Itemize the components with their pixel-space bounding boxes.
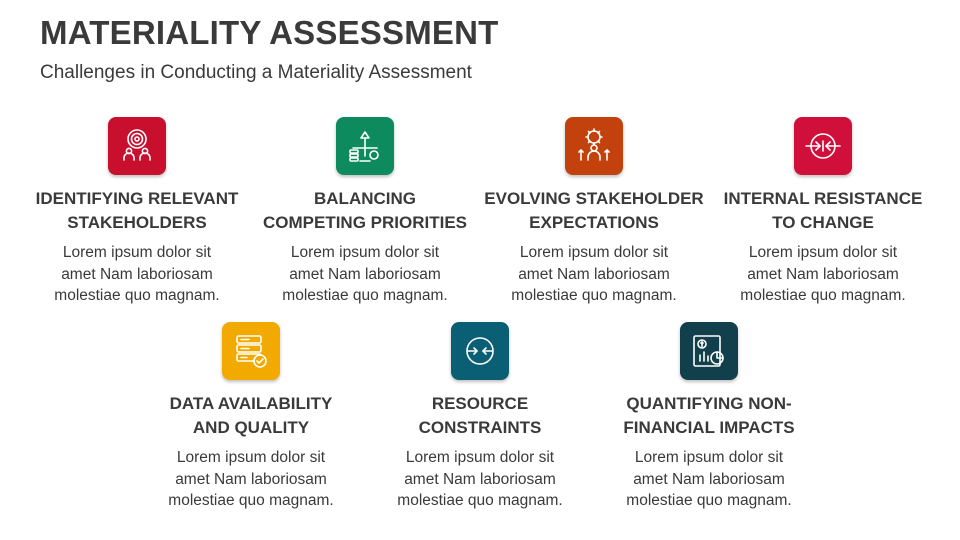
- challenge-title: EVOLVING STAKEHOLDER EXPECTATIONS: [484, 189, 704, 232]
- resistance-arrows-icon: [794, 117, 852, 175]
- challenge-title: RESOURCE CONSTRAINTS: [418, 394, 542, 437]
- chart-dollar-icon: [680, 322, 738, 380]
- database-check-icon: [222, 322, 280, 380]
- target-people-icon: [108, 117, 166, 175]
- challenge-title: BALANCING COMPETING PRIORITIES: [262, 189, 468, 232]
- challenge-description: Lorem ipsum dolor sit amet Nam laboriosam molestiae quo magnam.: [511, 244, 677, 304]
- challenge-item-identifying-stakeholders: [22, 117, 252, 307]
- challenge-item-evolving-expectations: [479, 117, 709, 307]
- balance-priorities-icon: [336, 117, 394, 175]
- challenge-description: Lorem ipsum dolor sit amet Nam laboriosam molestiae quo magnam.: [54, 244, 220, 304]
- constraint-arrows-icon: [451, 322, 509, 380]
- challenge-title: INTERNAL RESISTANCE TO CHANGE: [723, 189, 923, 232]
- challenge-title: QUANTIFYING NON- FINANCIAL IMPACTS: [623, 394, 795, 437]
- challenge-description: Lorem ipsum dolor sit amet Nam laboriosam molestiae quo magnam.: [282, 244, 448, 304]
- challenge-description: Lorem ipsum dolor sit amet Nam laboriosam molestiae quo magnam.: [168, 449, 334, 509]
- stakeholder-gear-icon: [565, 117, 623, 175]
- challenge-title: DATA AVAILABILITY AND QUALITY: [169, 394, 333, 437]
- challenge-item-resource-constraints: [365, 322, 595, 512]
- challenge-description: Lorem ipsum dolor sit amet Nam laboriosam molestiae quo magnam.: [626, 449, 792, 509]
- challenge-item-balancing-priorities: [250, 117, 480, 307]
- challenge-title: IDENTIFYING RELEVANT STAKEHOLDERS: [35, 189, 239, 232]
- challenge-item-non-financial-impacts: [594, 322, 824, 512]
- challenge-description: Lorem ipsum dolor sit amet Nam laboriosam molestiae quo magnam.: [397, 449, 563, 509]
- slide-subtitle: Challenges in Conducting a Materiality Assessment: [40, 62, 472, 83]
- challenge-item-internal-resistance: [708, 117, 938, 307]
- slide-title: MATERIALITY ASSESSMENT: [40, 14, 499, 51]
- challenge-description: Lorem ipsum dolor sit amet Nam laboriosam molestiae quo magnam.: [740, 244, 906, 304]
- challenge-item-data-availability: [136, 322, 366, 512]
